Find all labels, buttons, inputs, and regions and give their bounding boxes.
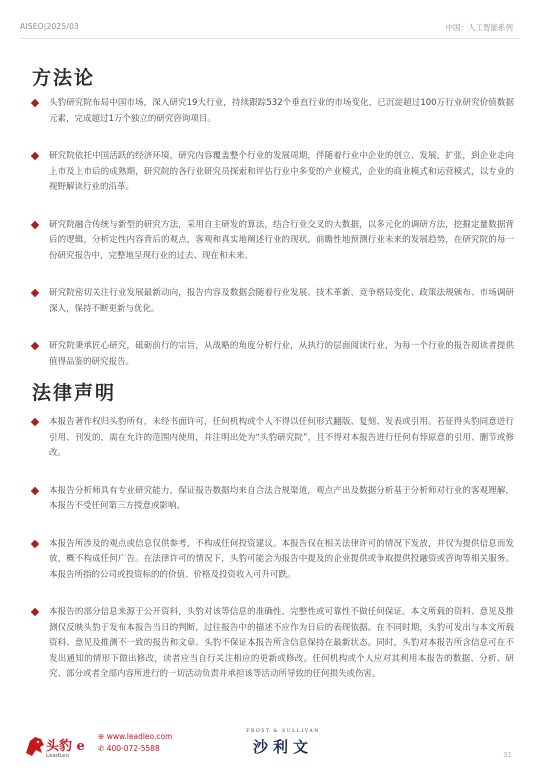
methodology-item — [32, 149, 514, 196]
methodology-item — [32, 286, 514, 317]
methodology-item-text: 头豹研究院布局中国市场，深入研究19大行业，持续跟踪532个垂直行业的市场变化，已沉淀超过100万行业研究价值数据元素，完成超过1万个独立的研究咨询项目。 — [49, 98, 514, 124]
header-date-label: AISEO|2025/03 — [20, 22, 80, 31]
logo-subtext: LeadLeo — [46, 753, 69, 759]
legal-item-text: 本报告著作权归头豹所有，未经书面许可，任何机构或个人不得以任何形式翻版、复刻、发表或引用。若征得头豹同意进行引用、刊发的，需在允许的范围内使用，并注明出处为“头豹研究院”，且不得对本报告进行任何有悖原意的引用、删节或修改。 — [49, 417, 514, 458]
legal-item — [32, 415, 514, 462]
diamond-bullet-icon — [31, 539, 39, 547]
methodology-item-text: 研究院依托中国活跃的经济环境，研究内容覆盖整个行业的发展周期，伴随着行业中企业的创立、发展，扩张，到企业走向上市及上市后的成熟期，研究院的各行业研究员探索和评估行业中多变的产业模式，企业的商业模式和运营模式，以专业的视野解读行业的沿革。 — [49, 151, 514, 192]
contact-info — [98, 731, 172, 755]
methodology-item — [32, 218, 514, 265]
phone-row — [98, 743, 172, 755]
leadleo-logo — [24, 733, 94, 763]
legal-item — [32, 605, 514, 683]
header-divider — [20, 38, 520, 39]
methodology-list — [32, 96, 514, 370]
legal-list — [32, 415, 514, 683]
diamond-bullet-icon — [31, 342, 39, 350]
phone-number: 400-072-5588 — [106, 744, 160, 753]
methodology-item — [32, 339, 514, 370]
methodology-item-text: 研究院融合传统与新型的研究方法，采用自主研发的算法，结合行业交叉的大数据，以多元化的调研方法，挖掘定量数据背后的逻辑，分析定性内容背后的观点，客观和真实地阐述行业的现状，前瞻性地预测行业未来的发展趋势，在研究院的每一份研究报告中，完整地呈现行业的过去、现在和未来。 — [49, 219, 514, 261]
methodology-item — [32, 96, 514, 127]
header-series-label: 中国：人工智能系列 — [445, 23, 513, 32]
legal-item — [32, 537, 514, 584]
website-link[interactable]: www.leadleo.com — [106, 732, 173, 741]
legal-item-text: 本报告所涉及的观点或信息仅供参考，不构成任何投资建议。本报告仅在相关法律许可的情况下发放，并仅为提供信息而发放，概不构成任何广告。在法律许可的情况下，头豹可能会为报告中提及的企业提供或争取提供投融资或咨询等相关服务。本报告所指的公司或投资标的的价值、价格及投资收入可升可跌。 — [49, 538, 514, 580]
legal-item — [32, 484, 514, 515]
leopard-icon — [24, 733, 46, 759]
diamond-bullet-icon — [31, 152, 39, 160]
diamond-bullet-icon — [31, 220, 39, 228]
methodology-item-text: 研究院密切关注行业发展最新动向，报告内容及数据会随着行业发展、技术革新、竞争格局变化、政策法规颁布、市场调研深入，保持不断更新与优化。 — [49, 288, 514, 314]
legal-title: 法律声明 — [32, 382, 117, 404]
phone-icon: ✆ — [98, 744, 105, 753]
diamond-bullet-icon — [31, 608, 39, 616]
website-row[interactable] — [98, 731, 172, 743]
page-header — [0, 0, 540, 40]
logo-text: 头豹 e — [46, 739, 85, 754]
page-footer — [0, 725, 540, 780]
diamond-bullet-icon — [31, 99, 39, 107]
diamond-bullet-icon — [31, 418, 39, 426]
methodology-title: 方法论 — [32, 67, 96, 89]
globe-icon: ⊕ — [98, 732, 105, 741]
legal-item-text: 本报告的部分信息来源于公开资料，头豹对该等信息的准确性、完整性或可靠性不做任何保证。本文所载的资料、意见及推测仅反映头豹于发布本报告当日的判断，过往报告中的描述不应作为日后的表现依据。在不同时期，头豹可发出与本文所载资料、意见及推测不一致的报告和文章。头豹不保证本报告所含信息保持在最新状态。同时，头豹对本报告所含信息可在不发出通知的情形下做出修改，读者应当自行关注相应的更新或修改。任何机构或个人应对其利用本报告的数据、分析、研究、部分或者全部内容所进行的一切活动负责并承担该等活动所导致的任何损失或伤害。 — [49, 607, 514, 679]
partner-english-name: FROST & SULLIVAN — [246, 729, 320, 734]
partner-chinese-name: 沙利文 — [252, 738, 313, 756]
diamond-bullet-icon — [31, 289, 39, 297]
page-number: 31 — [503, 751, 512, 759]
legal-item-text: 本报告分析师具有专业研究能力，保证报告数据均来自合法合规渠道，观点产出及数据分析基于分析师对行业的客观理解，本报告不受任何第三方授意或影响。 — [49, 485, 514, 511]
diamond-bullet-icon — [31, 486, 39, 494]
frost-sullivan-logo — [228, 729, 338, 763]
methodology-item-text: 研究院秉承匠心研究，砥砺前行的宗旨，从战略的角度分析行业，从执行的层面阅读行业，为每一个行业的报告阅读者提供值得品鉴的研究报告。 — [49, 341, 514, 367]
